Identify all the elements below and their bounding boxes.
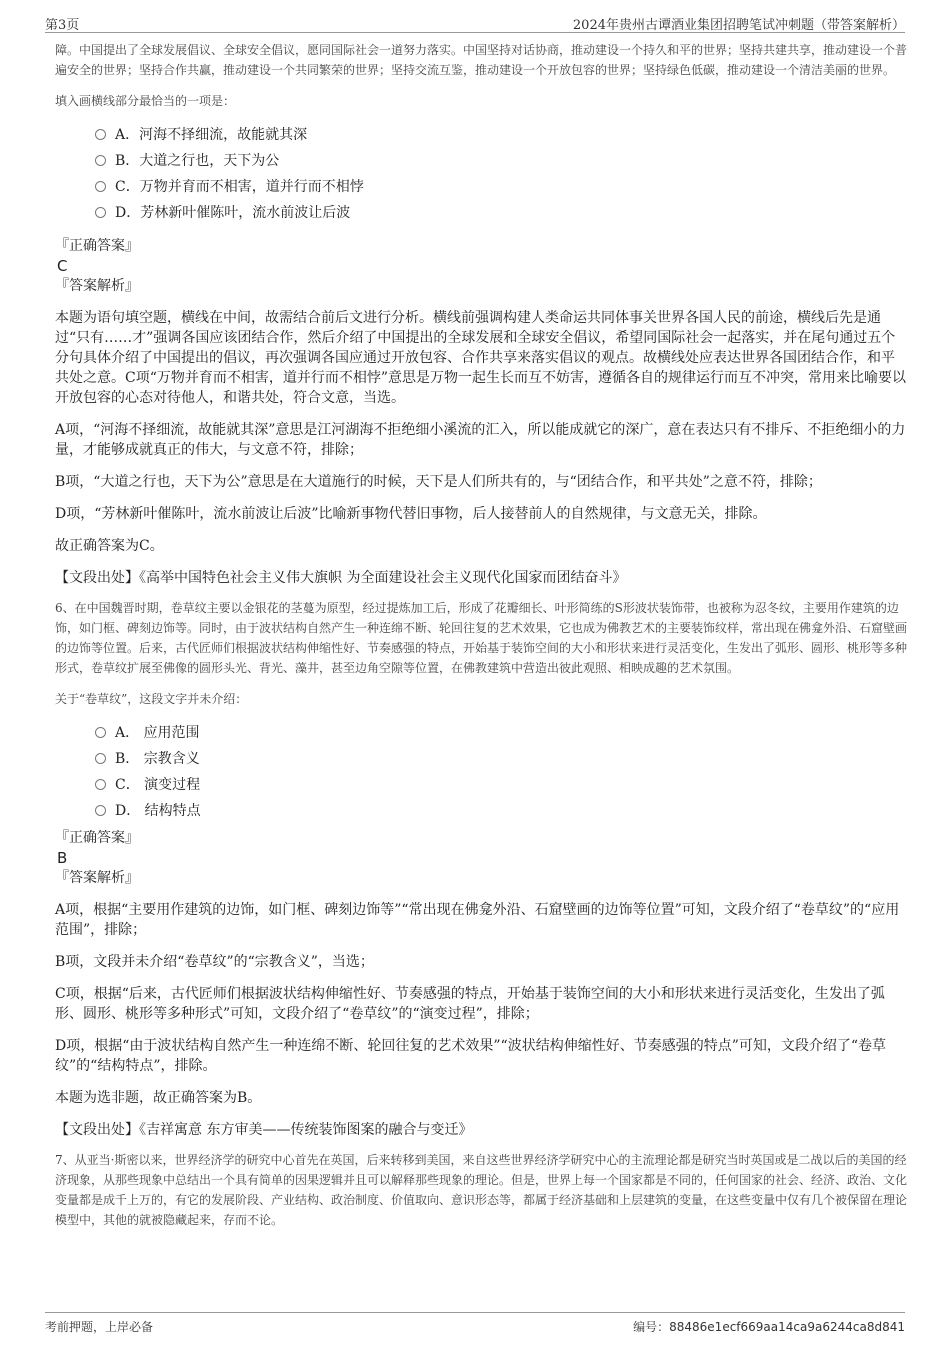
- footer-slogan: 考前押题，上岸必备: [45, 1320, 154, 1334]
- radio-icon[interactable]: [95, 805, 106, 816]
- q6-answer-label: 『正确答案』: [55, 830, 139, 846]
- q5-analysis-p2: A项，“河海不择细流，故能就其深”意思是江河湖海不拒绝细小溪流的汇入，所以能成就它的深广，意在表达只有不排斥、不拒绝细小的力量，才能够成就真正的伟大，与文意不符，排除；: [55, 422, 906, 458]
- q6-options: [55, 720, 908, 824]
- q6-prompt: 关于“卷草纹”，这段文字并未介绍：: [55, 692, 248, 706]
- radio-icon[interactable]: [95, 129, 106, 140]
- footer-serial: [633, 1318, 905, 1335]
- option-label: D． 结构特点: [115, 803, 201, 819]
- q6-analysis-label: 『答案解析』: [55, 870, 139, 886]
- option-label: C． 演变过程: [115, 777, 201, 793]
- q6-source: 【文段出处】《吉祥寓意 东方审美——传统装饰图案的融合与变迁》: [55, 1122, 473, 1138]
- q5-analysis-p3: B项，“大道之行也，天下为公”意思是在大道施行的时候，天下是人们所共有的，与“团结合作，和平共处”之意不符，排除；: [55, 474, 822, 490]
- radio-icon[interactable]: [95, 155, 106, 166]
- q5-analysis-p4: D项，“芳林新叶催陈叶，流水前波让后波”比喻新事物代替旧事物，后人接替前人的自然规律，与文意无关，排除。: [55, 506, 767, 522]
- option-label: B．大道之行也，天下为公: [115, 153, 280, 169]
- radio-icon[interactable]: [95, 779, 106, 790]
- document-title: 2024年贵州古谭酒业集团招聘笔试冲刺题（带答案解析）: [572, 18, 905, 33]
- q7-passage: 7、从亚当·斯密以来，世界经济学的研究中心首先在英国，后来转移到美国，来自这些世界经济学研究中心的主流理论都是研究当时英国或是二战以后的美国的经济现象，从那些现象中总结出一个具有简单的因果逻辑并且可以解释那些现象的理论。但是，世界上每一个国家都是不同的，任何国家的社会、经济、政治、文化变量都是成千上万的，有它的发展阶段、产业结构、政治制度、价值取向、意识形态等，都属于经济基础和上层建筑的变量，在这些变量中仅有几个被保留在理论模型中，其他的就被隐藏起来，存而不论。: [55, 1153, 908, 1227]
- radio-icon[interactable]: [95, 727, 106, 738]
- q5-analysis-p5: 故正确答案为C。: [55, 538, 164, 554]
- q5-analysis-label: 『答案解析』: [55, 278, 139, 294]
- q5-option-b[interactable]: [95, 148, 908, 174]
- q6-option-d[interactable]: [95, 798, 908, 824]
- q5-prompt: 填入画横线部分最恰当的一项是：: [55, 94, 236, 108]
- q5-option-c[interactable]: [95, 174, 908, 200]
- option-label: B． 宗教含义: [115, 751, 200, 767]
- q5-source: 【文段出处】《高举中国特色社会主义伟大旗帜 为全面建设社会主义现代化国家而团结奋斗》: [55, 570, 627, 586]
- page-header: [45, 12, 905, 33]
- q6-answer: B: [57, 849, 68, 867]
- q6-option-a[interactable]: [95, 720, 908, 746]
- q6-analysis-p2: B项，文段并未介绍“卷草纹”的“宗教含义”，当选；: [55, 954, 374, 970]
- option-label: A．河海不择细流，故能就其深: [115, 127, 308, 143]
- radio-icon[interactable]: [95, 207, 106, 218]
- q6-option-c[interactable]: [95, 772, 908, 798]
- option-label: A． 应用范围: [115, 725, 200, 741]
- q6-analysis-p4: D项，根据“由于波状结构自然产生一种连绵不断、轮回往复的艺术效果”“波状结构伸缩性好、节奏感强的特点”可知，文段介绍了“卷草纹”的“结构特点”，排除。: [55, 1038, 887, 1074]
- q6-analysis-p3: C项，根据“后来，古代匠师们根据波状结构伸缩性好、节奏感强的特点，开始基于装饰空间的大小和形状来进行灵活变化，生发出了弧形、圆形、桃形等多种形式”可知，文段介绍了“卷草纹”的“演变过程”，排除；: [55, 986, 885, 1022]
- q5-options: [55, 122, 908, 226]
- page-number: 第3页: [45, 18, 80, 33]
- q6-analysis-p5: 本题为选非题，故正确答案为B。: [55, 1090, 262, 1106]
- q6-analysis-p1: A项，根据“主要用作建筑的边饰，如门框、碑刻边饰等”“常出现在佛龛外沿、石窟壁画的边饰等位置”可知，文段介绍了“卷草纹”的“应用范围”，排除；: [55, 902, 900, 938]
- option-label: C．万物并育而不相害，道并行而不相悖: [115, 179, 364, 195]
- q5-answer: C: [57, 257, 68, 275]
- radio-icon[interactable]: [95, 753, 106, 764]
- radio-icon[interactable]: [95, 181, 106, 192]
- q5-option-d[interactable]: [95, 200, 908, 226]
- option-label: D．芳林新叶催陈叶，流水前波让后波: [115, 205, 351, 221]
- page-content: [55, 40, 908, 1230]
- q5-passage-tail: 障。中国提出了全球发展倡议、全球安全倡议，愿同国际社会一道努力落实。中国坚持对话协商，推动建设一个持久和平的世界；坚持共建共享，推动建设一个普遍安全的世界；坚持合作共赢，推动建设一个共同繁荣的世界；坚持交流互鉴，推动建设一个开放包容的世界；坚持绿色低碳，推动建设一个清洁美丽的世界。: [55, 43, 908, 77]
- q6-option-b[interactable]: [95, 746, 908, 772]
- page-footer: [45, 1312, 905, 1335]
- serial-label: 编号：: [633, 1320, 670, 1334]
- q5-answer-label: 『正确答案』: [55, 238, 139, 254]
- q5-option-a[interactable]: [95, 122, 908, 148]
- serial-number: 88486e1ecf669aa14ca9a6244ca8d841: [669, 1320, 905, 1334]
- q5-analysis-p1: 本题为语句填空题，横线在中间，故需结合前后文进行分析。横线前强调构建人类命运共同体事关世界各国人民的前途，横线后先是通过“只有……才”强调各国应该团结合作，然后介绍了中国提出的全球发展和全球安全倡议，希望同国际社会一起落实，并在尾句通过五个分句具体介绍了中国提出的倡议，再次强调各国应通过开放包容、合作共享来落实倡议的观点。故横线处应表达世界各国团结合作，和平共处之意。C项“万物并育而不相害，道并行而不相悖”意思是万物一起生长而互不妨害，遵循各自的规律运行而互不冲突，常用来比喻要以开放包容的心态对待他人，和谐共处，符合文意，当选。: [55, 310, 907, 406]
- q6-passage: 6、在中国魏晋时期，卷草纹主要以金银花的茎蔓为原型，经过提炼加工后，形成了花瓣细长、叶形简练的S形波状装饰带，也被称为忍冬纹，主要用作建筑的边饰，如门框、碑刻边饰等。同时，由于波状结构自然产生一种连绵不断、轮回往复的艺术效果，它也成为佛教艺术的主要装饰纹样，常出现在佛龛外沿、石窟壁画的边饰等位置。后来，古代匠师们根据波状结构伸缩性好、节奏感强的特点，开始基于装饰空间的大小和形状来进行灵活变化，生发出了弧形、圆形、桃形等多种形式，卷草纹扩展至佛像的圆形头光、背光、藻井，甚至边角空隙等位置，在佛教建筑中营造出彼此观照、相映成趣的艺术氛围。: [55, 601, 908, 675]
